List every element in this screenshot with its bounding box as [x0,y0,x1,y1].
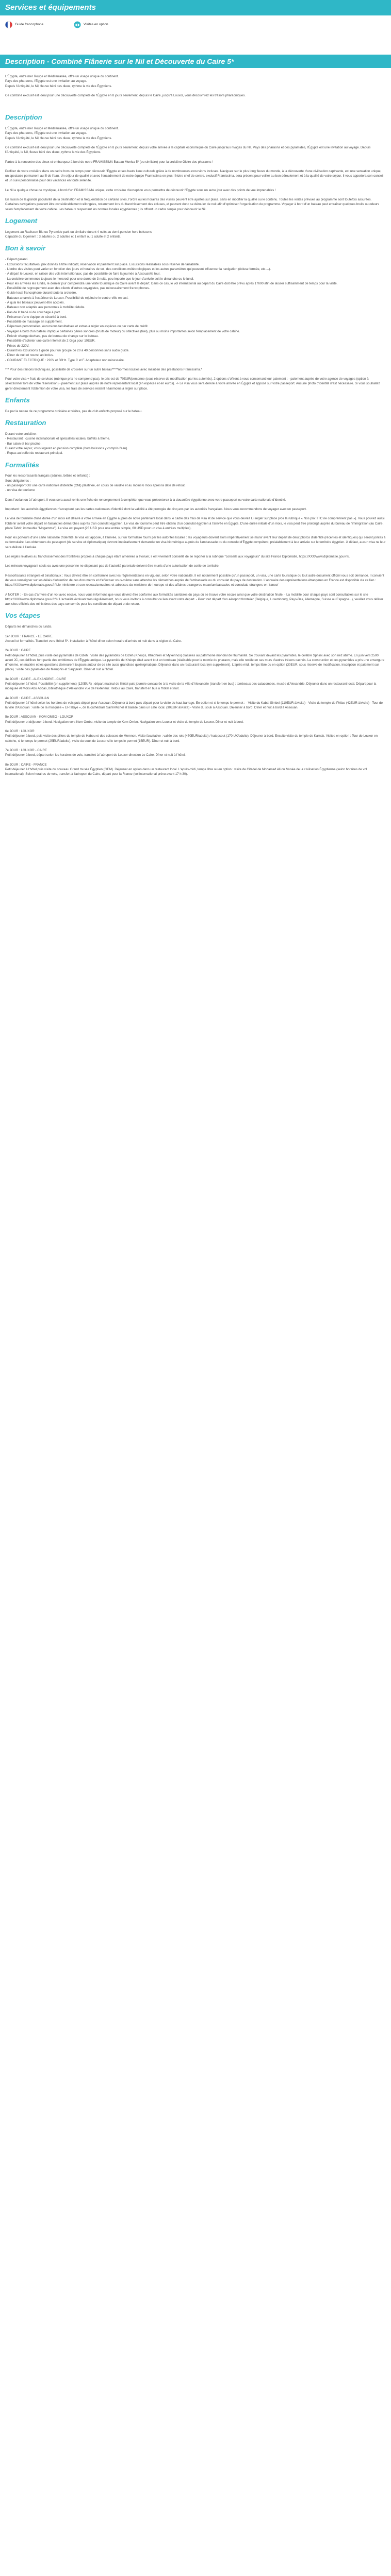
enfants-paragraph: De par la nature de ce programme croisière et visites, pas de club enfants proposé sur le bateau. [5,409,142,413]
description-line: Pays des pharaons, l'Égypte est une invitation au voyage. [5,131,87,135]
services-heading: Services et équipements [0,0,391,15]
french-flag-icon [5,21,12,28]
etape-day: 5e JOUR : ASSOUAN - KOM OMBO - LOUXOR Petit déjeuner et déjeuner à bord. Navigation vers Kom Ombo, visite du temple de Kom Ombo. Navigation vers Louxor et visite du temple de Louxor. Dîner et nuit à bord. [5,715,244,724]
formalites-paragraph: Les mineurs voyageant seuls ou avec une personne ne disposant pas de l'autorité parentale doivent être munis d'une autorisation de sortie de territoire. [5,564,220,568]
bon-a-savoir-item: - Excursions facultatives, prix donnés à titre indicatif, réservation et paiement sur place. Excursions réalisables sous réserve de faisabilité. [5,262,200,266]
intro-line: L'Égypte, entre mer Rouge et Méditerranée, offre un visage unique du continent. [5,75,119,78]
restauration-item: Durant votre croisière : [5,432,38,436]
formalites-paragraph: Pour les porteurs d'une carte nationale d'identité, le visa est apposé, à l'arrivée, sur un formulaire fourni par les autorités locales : les voyageurs doivent alors impérativement se munir avant leur départ de deux photos d'identité (récentes et identiques) qui seront jointes à ce formulaire. Les obtenteurs du passeport (de service et diplomatique) devront impérativement demander un visa biométrique auprès de l'ambassade ou du consulat d'Égypte compétent, préalablement à leur arrivée sur le territoire égyptien. À défaut, aucun visa ne leur sera délivré à l'arrivée. [5,536,386,549]
etape-day: 6e JOUR : LOUXOR Petit déjeuner à bord, puis visite des piliers du temple de Habou et des colosses de Memnon. Visite facultative : vallée des rois (470EUR/adulte) / hatepsout (170 UK/adulte). Déjeuner à bord. Ensuite visite du temple de Karnak. Visites en option : Tour de Louxor en calèche, si le temps le permet (25EUR/adulte), visite du souk de Louxor si le temps le permet (15EUR). Dîner et nuit à bord. [5,730,378,743]
camera-icon [74,21,81,28]
logement-line: Capacité du logement : 3 adultes ou 2 adultes et 1 enfant ou 1 adulte et 2 enfants. [5,235,121,239]
section-title-formalites: Formalités [5,461,39,469]
bon-a-savoir-item: - Prises de 220V. [5,344,29,348]
formalites-item: - un passeport OU une carte nationale d'identité (CNI) plastifiée, en cours de validité et au moins 6 mois après la date de retour, [5,484,186,488]
formalites-item: - un visa de tourisme [5,488,35,493]
restauration-item: Durant votre séjour, vous logerez en pension complète (hors boissons y compris l'eau). [5,447,128,450]
section-title-description: Description [5,113,42,122]
etape-day: 2e JOUR : CAIRE Petit déjeuner à l'hôtel, puis visite des pyramides de Gizeh : Visite des pyramides de Gizeh (Khéops, Khéphren et Mykérinos) classées au patrimoine mondial de l'humanité. Se trouvant devant les pyramides, le célèbre Sphinx avec son nez abîmé. En juin vers 2500 avant JC, ces édifices font partie des emblèmes de l'Égypte antique. La pyramide de Khéops était avant tout un tombeau (réalisable pour la momie du pharaon, mais elle recèle en ses murs d'autres trésors cachés. La construction et ces pyramides a pris une envergure d'homme, en matière et les questions demeurent toujours autour de ce site aussi grandiose qu'énigmatique. Déjeuner dans un restaurant local (en supplément). L'après-midi, temps libre ou en option (30EUR, sous réserve de modification, inscription et paiement sur place) : visite des pyramides de Memphis et Saqqarah. Dîner et nuit à l'hôtel. [5,649,384,672]
section-title-bon-a-savoir: Bon à savoir [5,244,46,252]
description-line: Depuis l'Antiquité, le Nil, fleuve béni des dieux, rythme la vie des Égyptiens. [5,136,112,140]
bon-a-savoir-item: - La croisière commence toujours le mercredi pour une durée de 3 nuits, peu importe que le jour d'arrivée soit le dimanche ou le lundi. [5,277,194,281]
bon-a-savoir-item: - Pour les arrivées les lundis, le dernier jour comprendra une visite touristique du Caire avant le départ. Dans ce cas, le vol international au départ du Caire doit être prévu après 17h00 afin de laisser suffisamment de temps pour la visite. [5,281,338,285]
etapes-intro: Départs les dimanches ou lundis. [5,625,53,629]
intro-paragraph: Ce combiné exclusif est idéal pour une découverte complète de l'Égypte en 8 jours seulement, depuis le Caire, jusqu'à Louxor, vous découvrirez les trésors pharaoniques. [5,93,246,97]
description-paragraph [5,126,386,141]
bon-a-savoir-item: - Voyager à bord d'un bateau implique certaines gênes sonores (bruits de moteur) ou olfactives (fuel), plus ou moins importantes selon l'emplacement de votre cabine. [5,329,240,333]
service-guide [5,21,43,28]
bon-a-savoir-item: - Possibilité de massage en supplément. [5,320,63,324]
bon-a-savoir-item: - L'ordre des visites peut varier en fonction des jours et horaires de vol, des conditions météorologiques et les autres paramètres qui peuvent influencer la navigation (écluse fermée, etc....). [5,267,271,271]
intro-paragraph [5,74,386,89]
formalites-item: Sont obligatoires : [5,479,31,483]
bon-a-savoir-item: - À départ le Louxor, en raison des vols internationaux, pas de possibilité de faire la journée à Assouan/le tour. [5,272,160,276]
restauration-item: - Repas au buffet du restaurant principal. [5,451,63,455]
description-paragraph: Ce combiné exclusif est idéal pour une découverte complète de l'Égypte en 8 jours seulement, depuis votre arrivée à la capitale économique du Caire jusqu'aux rivages du Nil. Pays des pharaons et des pyramides, l'Égypte est une invitation au voyage. Depuis l'Antiquité, le Nil, fleuve béni des dieux, rythme la vie des Égyptiens. [5,145,371,155]
service-label: Visites en option [84,23,108,27]
restauration-item: - Bar salon et bar piscine. [5,442,42,446]
etape-day: 3e JOUR : CAIRE - ALEXANDRIE - CAIRE Petit déjeuner à l'hôtel. Possibilité (en supplément) (120EUR) : départ matinal de l'hôtel puis journée consacrée à la visite de la ville d'Alexandrie (transfert en bus) : tombeaux des catacombes, musée d'Alexandrie. Déjeuner dans un restaurant local. Départ pour la mosquée Al Morsi Abu Abbas, bibliothèque d'Alexandrie vue de l'extérieur. Retour au Caire, transfert en bus à l'hôtel et nuit. [5,677,377,691]
description-band: Description - Combiné Flânerie sur le Nil et Découverte du Caire 5* [0,55,391,68]
services-row [0,15,391,37]
service-visites [74,21,108,28]
bon-a-savoir-item: - Possibilité d'acheter une carte Internet de 2 Giga pour 10EUR. [5,339,95,343]
service-label: Guide francophone [15,23,44,27]
description-paragraph: En raison de la grande popularité de la destination et la fréquentation de certains sites, l'ordre ou les horaires des visites peuvent être ajustés sur place, sans en modifier la qualité ou le contenu. Toutes les visites prévues au programme sont toutefois assurées. Certaines navigations peuvent être considérablement rallongées, notamment lors du franchissement des écluses, et peuvent donc se dérouler de nuit afin d'optimiser l'organisation du programme. Voyager à bord d'un bateau peut entraîner quelques bruits ou odeurs selon l'emplacement de votre cabine. Les bateaux respectant les normes locales égyptiennes ; ils offrent un cadre simple pour découvrir le Nil. [5,198,380,211]
formalites-paragraph: Ressortissants étrangers et binationaux : Vous devrez être en conformité avec les réglementations en vigueur, selon votre nationalité. Il est notamment possible qu'un passeport, un visa, une carte touristique ou tout autre document officiel vous soit demandé. Il convient de vous renseigner sur les délais d'obtention de ces documents et d'effectuer vous-même sans attendre les démarches auprès de l'ambassade ou du consulat du pays de destination. L'annuaire des représentations étrangères en France est disponible via ce lien : https://XXX/www.diplomatie.gouv.fr/fr/le-ministere-et-son-reseau/annuaires-et-adresses-du-ministere-de-l-europe-et-des-affaires-etrangeres-meae/ambassades-et-consulats-etrangers-en-france/ [5,573,384,587]
formalites-list [5,473,386,493]
bon-a-savoir-item: - Pas de lit bébé ni de couchage à part. [5,310,61,314]
bon-a-savoir-item: - Présence d'une équipe de sécurité à bord. [5,315,67,319]
restauration-item: - Restaurant : cuisine internationale et spécialités locales, buffets à thème. [5,437,110,441]
bon-a-savoir-item: - Possibilité de regroupement avec des clients d'autres voyagistes, pas nécessairement francophones. [5,286,150,291]
description-line: L'Égypte, entre mer Rouge et Méditerranée, offre un visage unique du continent. [5,127,119,131]
section-title-restauration: Restauration [5,419,46,427]
bon-a-savoir-item: - Guide local francophone durant toute la croisière. [5,291,77,295]
description-paragraph: Le Nil a quelque chose de mystique, à bord d'un FRAMISSIMA unique, cette croisière d'exception vous permettra de découvrir l'Égypte sous un autre jour avec des points de vue imprenables ! [5,188,276,192]
intro-line: Pays des pharaons, l'Égypte est une invitation au voyage. [5,79,87,83]
formalites-paragraph: Dans l'océan ou à l'aéroport, il vous sera aussi remis une fiche de renseignement à compléter que vous présenterez à la douanière égyptienne avec votre passeport ou votre carte nationale d'identité. [5,498,286,502]
etape-day: 1er JOUR : FRANCE - LE CAIRE Accueil et formalités. Transfert vers l'hôtel 5*. Installation à l'hôtel dîner selon horaire d'arrivée et nuit dans la région du Caire. [5,634,182,643]
logement-line: Logement au Radisson Blu ou Pyramide park ou similaire durant 4 nuits au demi-pension hors boissons [5,230,152,234]
intro-line: Depuis l'Antiquité, le Nil, fleuve béni des dieux, rythme la vie des Égyptiens. [5,84,112,88]
bon-a-savoir-note: *** Pour des raisons techniques, possibilité de croisière sur un autre bateau*****normes locales avec maintien des prestations Framissima.* [5,367,202,371]
restauration-list [5,432,386,455]
formalites-paragraph: Le visa de tourisme d'une durée d'un mois est délivré à votre arrivée en Égypte auprès de notre partenaire local dans le cadre des frais de visa et de service que vous devrez lui régler sur place (voir la rubrique « Nos prix TTC ne comprennent pas »). Vous pouvez aussi l'obtenir avant votre départ en faisant les démarches auprès d'un consulat égyptien. Le visa de tourisme peut être obtenu d'un consulat égyptien à l'arrivée en Égypte. D'une durée initiale d'un mois, le visa peut être prolongé auprès du bureau de l'immigration (au Caire, place Tahrir, immeuble "Mogamma"). Le visa est payant (25 USD pour une entrée simple, 60 USD pour un visa à entrées multiples). [5,517,385,530]
bon-a-savoir-item: - Bateaux non adaptés aux personnes à mobilité réduite. [5,306,86,310]
formalites-paragraph: Les règles relatives au franchissement des frontières propres à chaque pays étant amenées à évoluer, il est vivement conseillé de se reporter à la rubrique "conseils aux voyageurs" du site France Diplomatie, https://XXX/www.diplomatie.gouv.fr/. [5,555,350,559]
bon-a-savoir-item: - Bateaux amarrés à l'extérieur de Louxor. Possibilité de rejoindre le centre-ville en taxi. [5,296,128,300]
logement-paragraph [5,230,386,240]
description-paragraph: Partez à la rencontre des dieux et embarquez à bord de notre FRAMISSIMA Bateau Monica 5* (ou similaire) pour la croisière Gloire des pharaons ! [5,160,214,164]
formalites-paragraph: Important : les autorités égyptiennes n'acceptent pas les cartes nationales d'identité dont la validité a été prorogée de cinq ans par les autorités françaises. Nous vous recommandons de voyager avec un passeport. [5,507,307,511]
bon-a-savoir-item: - Prévoir change devises, pas de bureau de change sur le bateau. [5,334,99,338]
bon-a-savoir-item: - Dîner de nuit et nouvel an inclus. [5,353,54,358]
bon-a-savoir-item: - Départ garanti. [5,258,28,262]
etape-day: 8e JOUR : CAIRE - FRANCE Petit déjeuner à l'hôtel puis visite du nouveau Grand musée Égyptien (GEM). Déjeuner en option dans un restaurant local. L'après-midi, temps libre ou en option : visite de Citadel de Mohamed Ali ou Musée de la civilisation Égyptienne (selon horaires de vol international). Selon horaires de vols, transfert à l'aéroport du Caire, départ pour la France (vol international prévu avant 17 h 30). [5,762,367,776]
etape-day: 7e JOUR : LOUXOR - CAIRE Petit déjeuner à bord, départ selon les horaires de vols, transfert à l'aéroport de Louxor direction Le Caire. Dîner et nuit à l'hôtel. [5,748,186,757]
etapes-list [5,634,386,777]
main-content [0,68,391,776]
bon-a-savoir-visa: Pour votre visa + frais de services (rubrique prix ne comprend pas), le prix est de 70EUR/personne (sous réserve de modification par les autorités). 2 options s'offrent à vous concernant leur paiement : - paiement auprès de votre agence de voyages (option à sélectionner lors de votre réservation) - paiement sur place auprès de notre représentant local (en espèces et en euros). -> Le visa vous sera délivré à votre arrivée en Égypte et apposé sur votre passeport. Aucune photo d'identité n'est nécessaire. Si vous souhaitez gérer directement l'obtention de votre visa, les frais de services restent néanmoins à régler sur place. [5,377,380,391]
formalites-item: Pour les ressortissants français (adultes, bébés et enfants) : [5,474,90,478]
section-title-enfants: Enfants [5,396,30,404]
bon-a-savoir-item: - À quai les bateaux peuvent être accolés. [5,300,65,304]
bon-a-savoir-list [5,257,386,363]
etape-day: 4e JOUR : CAIRE - ASSOUAN Petit déjeuner à l'hôtel selon les horaires de vols puis départ pour Assouan. Déjeuner à bord puis départ pour la visite du haut barrage. En option et si le temps le permet : - Visite du Kabal Simbel (110EUR à/visite) - Visite du temple de Philae (42EUR à/visite) - Tour de la ville d'Assouan : visite de la mosquée « El-Tabiye », de la cathédrale Saint-Michel et balade dans un café local. (30EUR à/visite) - Visite du souk à Assouan. Déjeuner à bord. Dîner et nuit à bord à Assouan. [5,696,383,710]
section-title-logement: Logement [5,216,38,225]
bon-a-savoir-item: - COURANT ÉLECTRIQUE : 220V et 50Hz. Type C et F. Adaptateur non nécessaire. [5,358,125,362]
description-paragraph: Profitez de votre croisière dans un cadre hors du temps pour découvrir l'Égypte et ses hauts lieux culturels grâce à de nombreuses excursions incluses. Naviguez sur le plus long fleuve du monde, à la découverte d'une civilisation captivante, est une sensation unique, un spectacle permanent au fil de l'eau. Un séjour de qualité et avec l'encadrement de notre équipe Framissima en plus ! Notre chef de centre, exclusif Framissima, sera présent pour veiller au bon déroulement et à la qualité de votre séjour. Il vous apportera son conseil et un suivi personnalisé pour des vacances en toute sérénité. [5,169,384,183]
formalites-paragraph: A NOTER : - En cas d'arrivée d'un vol avec escale, nous vous informons que vous devrez être conforme aux formalités sanitaires du pays où se trouve votre escale ainsi que votre destination finale. - La mobilité pour chaque pays sont consultables sur le site https://XXX/www.diplomatie.gouv.fr/fr/ L'actualité évoluant très régulièrement, nous vous invitons à consulter ce lien avant votre départ. - Pour tout départ d'un aéroport frontalier (Belgique, Luxembourg, Pays-Bas, Allemagne, Suisse ou Espagne...), veuillez vous référer aux sites officiels des ministères des pays concernés pour les conditions de départ et de retour. [5,592,383,606]
bon-a-savoir-item: - Dépenses personnelles, excursions facultatives et extras à régler en espèces ou par carte de crédit. [5,325,149,329]
section-title-etapes: Vos étapes [5,612,41,620]
bon-a-savoir-item: - Durant les excursions 1 guide pour un groupe de 20 à 40 personnes sans audio guide. [5,348,129,352]
